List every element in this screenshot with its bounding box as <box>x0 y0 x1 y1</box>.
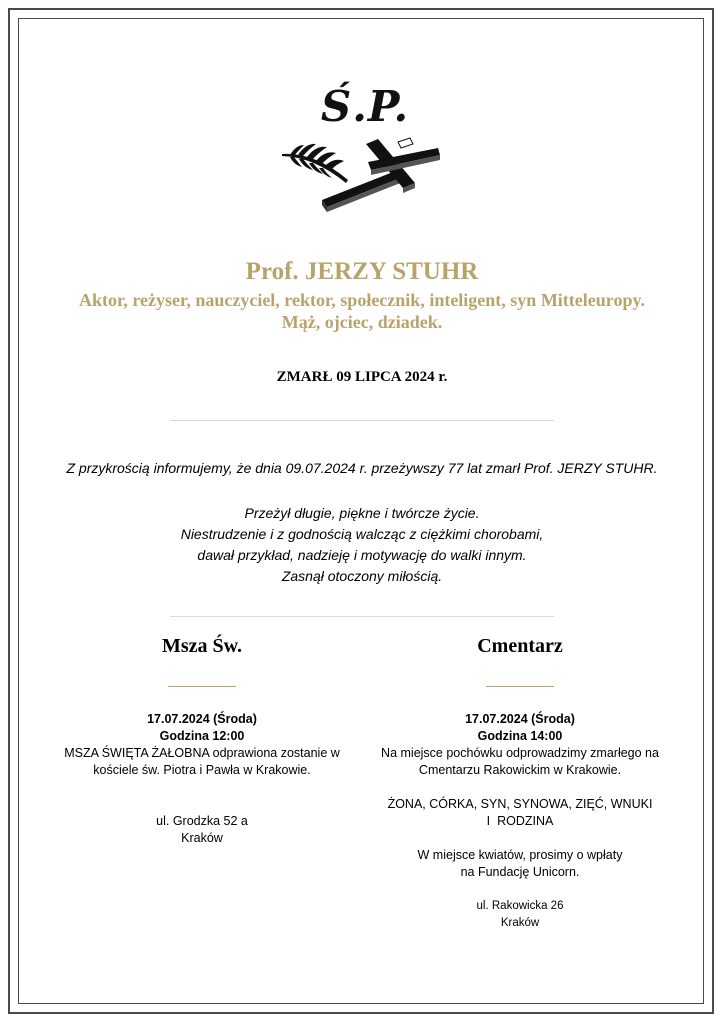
mass-address-city: Kraków <box>181 831 223 845</box>
tribute-text <box>0 503 724 587</box>
palm-branch-icon <box>282 144 348 183</box>
mass-date: 17.07.2024 (Środa) <box>147 712 257 726</box>
donation-line-1: W miejsce kwiatów, prosimy o wpłaty <box>417 848 623 862</box>
divider-top <box>170 420 554 421</box>
tribute-line: Zasnął otoczony miłością. <box>281 568 443 584</box>
mass-description-line-1: MSZA ŚWIĘTA ŻAŁOBNA odprawiona zostanie w <box>64 746 340 760</box>
cemetery-time: Godzina 14:00 <box>477 729 563 743</box>
cemetery-description-line-2: Cmentarzu Rakowickim w Krakowie. <box>418 763 622 777</box>
mass-title-rule <box>168 686 236 687</box>
mass-title: Msza Św. <box>162 635 242 657</box>
cemetery-address-street: ul. Rakowicka 26 <box>476 900 564 912</box>
mass-address-street: ul. Grodzka 52 a <box>156 814 248 828</box>
cemetery-section <box>360 632 680 932</box>
cemetery-title-rule <box>486 686 554 687</box>
cemetery-address-city: Kraków <box>500 917 540 929</box>
deceased-description <box>0 289 724 333</box>
tribute-line: Przeżył długie, piękne i twórcze życie. <box>244 505 480 521</box>
cemetery-title: Cmentarz <box>477 635 563 657</box>
sp-monogram: Ś.P. <box>320 82 410 131</box>
donation-line-2: na Fundację Unicorn. <box>460 865 580 879</box>
family-line-1: ŻONA, CÓRKA, SYN, SYNOWA, ZIĘĆ, WNUKI <box>387 797 653 811</box>
cemetery-date: 17.07.2024 (Środa) <box>465 712 575 726</box>
intro-text: Z przykrością informujemy, że dnia 09.07.2024 r. przeżywszy 77 lat zmarł Prof. JERZY STUHR. <box>66 460 658 476</box>
description-line-1: Aktor, reżyser, nauczyciel, rektor, społecznik, inteligent, syn Mitteleuropy. <box>79 290 645 310</box>
tribute-line: Niestrudzenie i z godnością walcząc z ciężkimi chorobami, <box>180 526 544 542</box>
description-line-2: Mąż, ojciec, dziadek. <box>281 312 443 332</box>
cemetery-description-line-1: Na miejsce pochówku odprowadzimy zmarłego na <box>381 746 659 760</box>
tribute-line: dawał przykład, nadzieję i motywację do walki innym. <box>197 547 527 563</box>
cross-and-palm-icon <box>270 82 450 222</box>
death-date: ZMARŁ 09 LIPCA 2024 r. <box>276 369 448 385</box>
mass-section <box>42 632 362 847</box>
divider-middle <box>170 616 554 617</box>
family-line-2: I RODZINA <box>486 814 554 828</box>
mass-description-line-2: kościele św. Piotra i Pawła w Krakowie. <box>93 763 311 777</box>
deceased-name: Prof. JERZY STUHR <box>245 258 479 285</box>
mass-time: Godzina 12:00 <box>159 729 245 743</box>
